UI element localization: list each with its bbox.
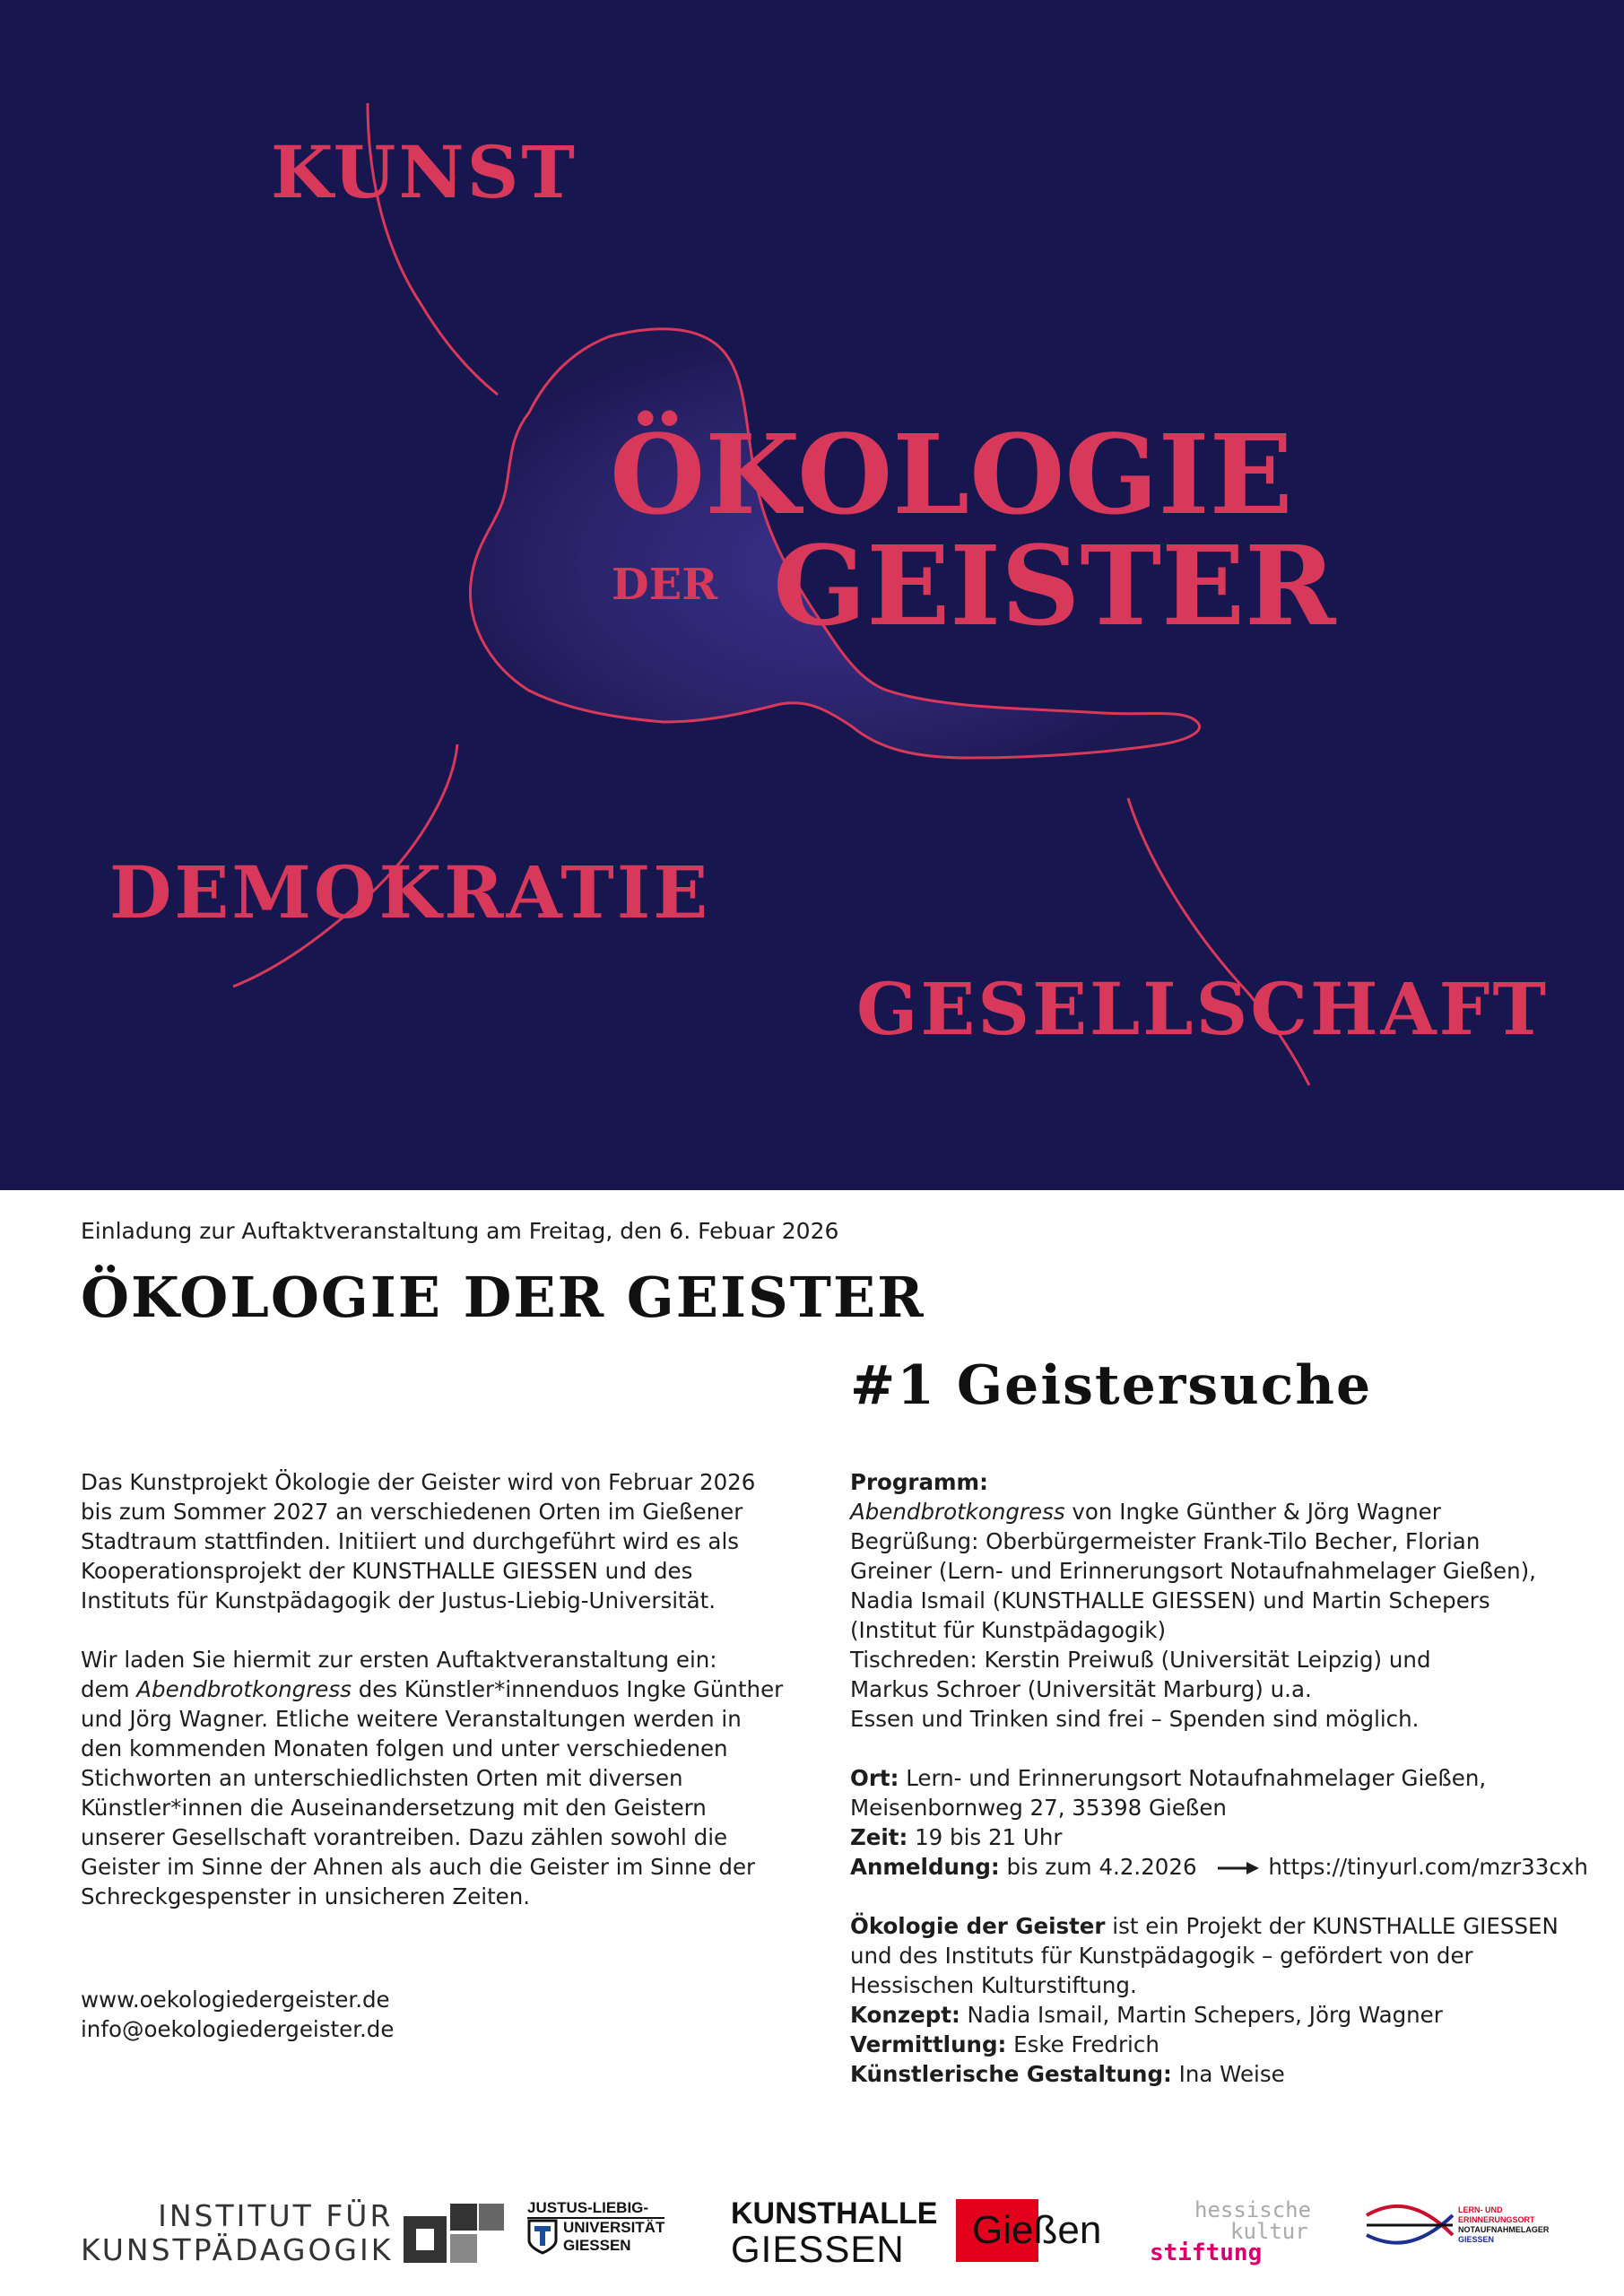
ort-line-2: Meisenbornweg 27, 35398 Gießen — [850, 1795, 1227, 1821]
email-link[interactable]: info@oekologiedergeister.de — [81, 2016, 395, 2042]
invite-line: dem Abendbrotkongress des Künstler*innenduos Ingke Günther — [81, 1676, 784, 1702]
project-line: Ökologie der Geister ist ein Projekt der KUNSTHALLE GIESSEN — [850, 1913, 1559, 1939]
keyword-kunst: KUNST — [271, 130, 578, 214]
logo-notaufnahmelager: LERN- UND ERINNERUNGSORT NOTAUFNAHMELAGER GIESSEN — [1365, 2199, 1549, 2251]
hero-title-okologie: ÖKOLOGIE — [610, 410, 1293, 539]
intro-line: Kooperationsprojekt der KUNSTHALLE GIESSEN und des — [81, 1558, 693, 1584]
intro-line: Das Kunstprojekt Ökologie der Geister wird von Februar 2026 — [81, 1469, 756, 1495]
invite-line: Stichworten an unterschiedlichsten Orten mit diversen — [81, 1765, 683, 1791]
logo-institut-kunstpaedagogik: INSTITUT FÜR KUNSTPÄDAGOGIK — [81, 2199, 504, 2267]
event-name: Abendbrotkongress — [136, 1676, 352, 1702]
contact-block — [81, 1985, 394, 2044]
project-line-2: und des Instituts für Kunstpädagogik – gefördert von der — [850, 1943, 1473, 1969]
hero-title-der: DER — [612, 560, 718, 610]
logo-kunsthalle-giessen: KUNSTHALLE GIESSEN — [731, 2196, 938, 2270]
ort-line: Ort: Lern- und Erinnerungsort Notaufnahmelager Gießen, — [850, 1765, 1487, 1791]
intro-line: Stadtraum stattfinden. Initiiert und durchgeführt wird es als — [81, 1528, 740, 1554]
programm-line: Markus Schroer (Universität Marburg) u.a. — [850, 1676, 1312, 1702]
intro-text — [81, 1467, 798, 1911]
programm-line: (Institut für Kunstpädagogik) — [850, 1617, 1167, 1643]
programm-label: Programm: — [850, 1469, 988, 1495]
hero-title-geister: GEISTER — [773, 521, 1336, 650]
programm-line: Greiner (Lern- und Erinnerungsort Notaufnahmelager Gießen), — [850, 1558, 1536, 1584]
invite-line: und Jörg Wagner. Etliche weitere Veranstaltungen werden in — [81, 1706, 742, 1732]
arrow-right-icon — [1218, 1859, 1261, 1877]
gestaltung-line: Künstlerische Gestaltung: Ina Weise — [850, 2061, 1285, 2087]
invitation-line: Einladung zur Auftaktveranstaltung am Freitag, den 6. Febuar 2026 — [81, 1218, 839, 1244]
invite-line: unserer Gesellschaft vorantreiben. Dazu zählen sowohl die — [81, 1824, 728, 1850]
invite-line: Geister im Sinne der Ahnen als auch die Geister im Sinne der — [81, 1854, 756, 1880]
intro-line: bis zum Sommer 2027 an verschiedenen Orten im Gießener — [81, 1499, 743, 1525]
zeit-line: Zeit: 19 bis 21 Uhr — [850, 1824, 1063, 1850]
keyword-gesellschaft: GESELLSCHAFT — [856, 967, 1549, 1051]
vermittlung-line: Vermittlung: Eske Fredrich — [850, 2031, 1159, 2057]
programm-line: Tischreden: Kerstin Preiwuß (Universität Leipzig) und — [850, 1647, 1431, 1673]
intro-line: Instituts für Kunstpädagogik der Justus-Liebig-Universität. — [81, 1587, 716, 1613]
anmeldung-line: Anmeldung: bis zum 4.2.2026 https://tinyurl.com/mzr33cxh — [850, 1854, 1588, 1880]
programm-line: Abendbrotkongress von Ingke Günther & Jörg Wagner — [850, 1499, 1441, 1525]
programm-line: Nadia Ismail (KUNSTHALLE GIESSEN) und Martin Schepers — [850, 1587, 1490, 1613]
programm-line: Begrüßung: Oberbürgermeister Frank-Tilo Becher, Florian — [850, 1528, 1481, 1554]
university-seal-icon — [527, 2219, 558, 2255]
invite-line: Schreckgespenster in unsicheren Zeiten. — [81, 1883, 531, 1909]
registration-link[interactable]: https://tinyurl.com/mzr33cxh — [1268, 1854, 1588, 1880]
invite-line: Wir laden Sie hiermit zur ersten Auftaktveranstaltung ein: — [81, 1647, 717, 1673]
page-subtitle: #1 Geistersuche — [850, 1354, 1373, 1417]
logo-stadt-giessen: Gießen — [956, 2199, 1038, 2262]
notaufnahmelager-mark-icon — [1365, 2199, 1455, 2251]
logo-hessische-kulturstiftung: hessische kultur stiftung — [1150, 2197, 1312, 2266]
project-line-3: Hessischen Kulturstiftung. — [850, 1972, 1137, 1998]
website-link[interactable]: www.oekologiedergeister.de — [81, 1987, 390, 2013]
invite-line: Künstler*innen die Auseinandersetzung mit den Geistern — [81, 1795, 707, 1821]
keyword-demokratie: DEMOKRATIE — [109, 850, 711, 935]
program-details — [850, 1467, 1594, 2089]
programm-line: Essen und Trinken sind frei – Spenden sind möglich. — [850, 1706, 1420, 1732]
logo-jlu-giessen: JUSTUS-LIEBIG- UNIVERSITÄT GIESSEN — [527, 2199, 665, 2254]
institute-mark-icon — [404, 2204, 504, 2263]
konzept-line: Konzept: Nadia Ismail, Martin Schepers, Jörg Wagner — [850, 2002, 1443, 2028]
page-title: ÖKOLOGIE DER GEISTER — [81, 1265, 925, 1330]
invite-line: den kommenden Monaten folgen und unter verschiedenen — [81, 1735, 728, 1761]
